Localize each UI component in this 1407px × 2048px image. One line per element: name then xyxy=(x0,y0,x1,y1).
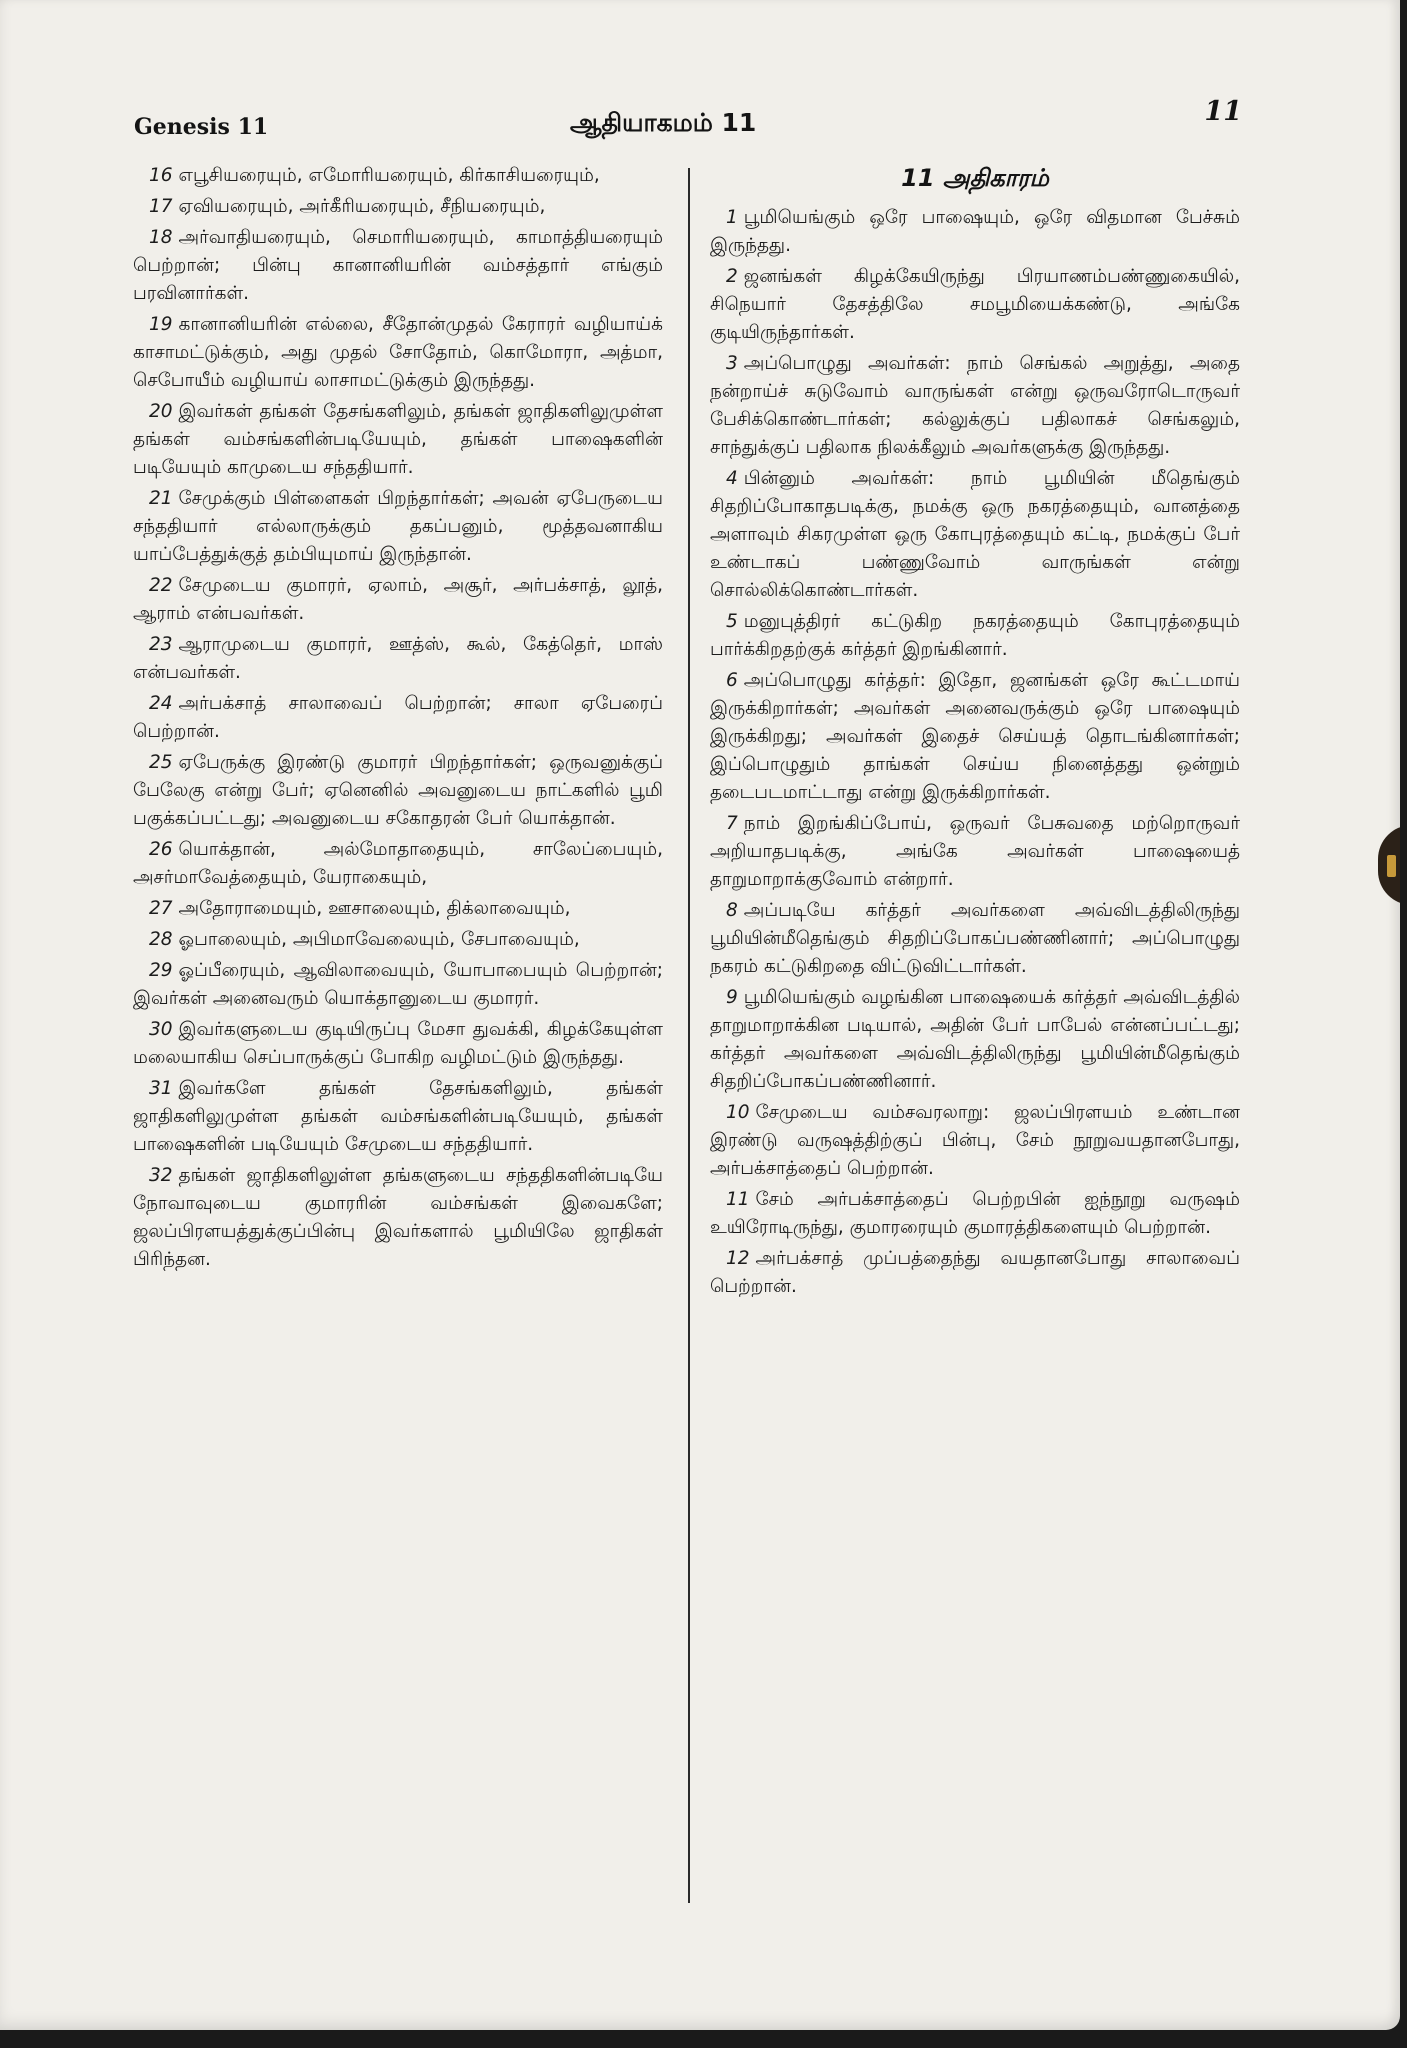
verse-text: பூமியெங்கும் வழங்கின பாஷையைக் கர்த்தர் அவ்விடத்தில் தாறுமாறாக்கின படியால், அதின் பேர் பாபேல் என்னப்பட்டது; கர்த்தர் அவர்களை அவ்விடத்திலிருந்து பூமியின்மீதெங்கும் சிதறிப்போகப்பண்ணினார். xyxy=(710,987,1240,1092)
right-column-verses xyxy=(710,204,1240,1301)
verse-text: பின்னும் அவர்கள்: நாம் பூமியின் மீதெங்கும் சிதறிப்போகாதபடிக்கு, நமக்கு ஒரு நகரத்தையும், வானத்தை அளாவும் சிகரமுள்ள ஒரு கோபுரத்தையும் கட்டி, நமக்குப் பேர் உண்டாகப் பண்ணுவோம் வாருங்கள் என்று சொல்லிக்கொண்டார்கள். xyxy=(710,468,1240,601)
verse-text: ஏபேருக்கு இரண்டு குமாரர் பிறந்தார்கள்; ஒருவனுக்குப் பேலேகு என்று பேர்; ஏனெனில் அவனுடைய நாட்களில் பூமி பகுக்கப்பட்டது; அவனுடைய சகோதரன் பேர் யொக்தான். xyxy=(133,752,663,829)
verse-number: 28 xyxy=(149,929,173,950)
verse-number: 32 xyxy=(149,1165,173,1186)
verse-text: ஓப்பீரையும், ஆவிலாவையும், யோபாபையும் பெற்றான்; இவர்கள் அனைவரும் யொக்தானுடைய குமாரர். xyxy=(133,960,663,1009)
verse xyxy=(710,608,1240,664)
verse-text: ஏவியரையும், அர்கீரியரையும், சீநியரையும், xyxy=(178,196,546,217)
verse-number: 2 xyxy=(726,266,738,287)
verse xyxy=(710,350,1240,462)
verse-text: அப்பொழுது கர்த்தர்: இதோ, ஜனங்கள் ஒரே கூட்டமாய் இருக்கிறார்கள்; அவர்கள் அனைவருக்கும் ஒரே பாஷையும் இருக்கிறது; அவர்கள் இதைச் செய்யத் தொடங்கினார்கள்; இப்பொழுதும் தாங்கள் செய்ய நினைத்தது ஒன்றும் தடைபடமாட்டாது என்று இருக்கிறார்கள். xyxy=(710,670,1240,803)
verse-number: 11 xyxy=(726,1189,750,1210)
verse xyxy=(133,749,663,833)
verse-number: 18 xyxy=(149,227,173,248)
page-header xyxy=(130,96,1250,156)
verse xyxy=(133,926,663,954)
verse-text: மனுபுத்திரர் கட்டுகிற நகரத்தையும் கோபுரத்தையும் பார்க்கிறதற்குக் கர்த்தர் இறங்கினார். xyxy=(710,611,1240,660)
verse-text: இவர்களே தங்கள் தேசங்களிலும், தங்கள் ஜாதிகளிலுமுள்ள தங்கள் வம்சங்களின்படியேயும், தங்கள் பாஷைகளின் படியேயும் சேமுடைய சந்ததியார். xyxy=(133,1078,663,1155)
column-divider xyxy=(688,168,690,1903)
chapter-title: 11 அதிகாரம் xyxy=(901,164,1049,192)
verse-text: இவர்கள் தங்கள் தேசங்களிலும், தங்கள் ஜாதிகளிலுமுள்ள தங்கள் வம்சங்களின்படியேயும், தங்கள் பாஷைகளின் படியேயும் காமுடைய சந்ததியார். xyxy=(133,401,663,478)
verse xyxy=(710,897,1240,981)
verse xyxy=(133,311,663,395)
verse xyxy=(133,1162,663,1274)
verse xyxy=(710,1245,1240,1301)
verse xyxy=(133,836,663,892)
verse-number: 16 xyxy=(149,165,173,186)
verse xyxy=(710,1186,1240,1242)
verse-text: அதோராமையும், ஊசாலையும், திக்லாவையும், xyxy=(178,898,571,919)
verse xyxy=(133,631,663,687)
verse-text: நாம் இறங்கிப்போய், ஒருவர் பேசுவதை மற்றொருவர் அறியாதபடிக்கு, அங்கே அவர்கள் பாஷையைத் தாறுமாறாக்குவோம் என்றார். xyxy=(710,813,1240,890)
verse-text: எபூசியரையும், எமோரியரையும், கிர்காசியரையும், xyxy=(178,165,600,186)
verse xyxy=(710,204,1240,260)
verse xyxy=(710,465,1240,605)
right-column xyxy=(710,162,1240,1304)
verse-text: ஆராமுடைய குமாரர், ஊத்ஸ், கூல், கேத்தெர், மாஸ் என்பவர்கள். xyxy=(133,634,663,683)
verse-number: 26 xyxy=(149,839,173,860)
verse-text: ஓபாலையும், அபிமாவேலையும், சேபாவையும், xyxy=(178,929,580,950)
header-book-tamil: ஆதியாகமம் 11 xyxy=(570,108,757,137)
verse-number: 30 xyxy=(149,1019,173,1040)
verse-text: சேமுடைய குமாரர், ஏலாம், அசூர், அர்பக்சாத், லூத், ஆராம் என்பவர்கள். xyxy=(133,575,663,624)
verse xyxy=(133,398,663,482)
verse-number: 20 xyxy=(149,401,173,422)
verse-text: இவர்களுடைய குடியிருப்பு மேசா துவக்கி, கிழக்கேயுள்ள மலையாகிய செப்பாருக்குப் போகிற வழிமட்டும் இருந்தது. xyxy=(133,1019,663,1068)
verse xyxy=(710,667,1240,807)
left-column xyxy=(133,162,663,1277)
verse-number: 19 xyxy=(149,314,173,335)
verse-text: ஜனங்கள் கிழக்கேயிருந்து பிரயாணம்பண்ணுகையில், சிநெயார் தேசத்திலே சமபூமியைக்கண்டு, அங்கே குடியிருந்தார்கள். xyxy=(710,266,1240,343)
verse xyxy=(133,485,663,569)
verse-number: 12 xyxy=(726,1248,750,1269)
verse-text: பூமியெங்கும் ஒரே பாஷையும், ஒரே விதமான பேச்சும் இருந்தது. xyxy=(710,207,1240,256)
verse xyxy=(710,1099,1240,1183)
verse xyxy=(710,263,1240,347)
verse-number: 10 xyxy=(726,1102,750,1123)
verse xyxy=(710,810,1240,894)
verse-number: 27 xyxy=(149,898,173,919)
page-edge-tab-mark xyxy=(1387,855,1396,877)
verse xyxy=(133,1075,663,1159)
verse-text: தங்கள் ஜாதிகளிலுள்ள தங்களுடைய சந்ததிகளின்படியே நோவாவுடைய குமாரரின் வம்சங்கள் இவைகளே; ஜலப்பிரளயத்துக்குப்பின்பு இவர்களால் பூமியிலே ஜாதிகள் பிரிந்தன. xyxy=(133,1165,663,1270)
verse-text: யொக்தான், அல்மோதாதையும், சாலேப்பையும், அசர்மாவேத்தையும், யேராகையும், xyxy=(133,839,663,888)
verse-text: அப்பொழுது அவர்கள்: நாம் செங்கல் அறுத்து, அதை நன்றாய்ச் சுடுவோம் வாருங்கள் என்று ஒருவரோடொருவர் பேசிக்கொண்டார்கள்; கல்லுக்குப் பதிலாகச் செங்கலும், சாந்துக்குப் பதிலாக நிலக்கீலும் அவர்களுக்கு இருந்தது. xyxy=(710,353,1240,458)
verse xyxy=(133,224,663,308)
verse xyxy=(133,193,663,221)
verse-number: 24 xyxy=(149,693,173,714)
verse-number: 31 xyxy=(149,1078,173,1099)
verse-text: சேமுக்கும் பிள்ளைகள் பிறந்தார்கள்; அவன் ஏபேருடைய சந்ததியார் எல்லாருக்கும் தகப்பனும், மூத்தவனாகிய யாப்பேத்துக்குத் தம்பியுமாய் இருந்தான். xyxy=(133,488,663,565)
verse xyxy=(133,895,663,923)
verse xyxy=(133,690,663,746)
verse xyxy=(133,162,663,190)
verse-number: 8 xyxy=(726,900,738,921)
verse-number: 21 xyxy=(149,488,173,509)
verse-text: அப்படியே கர்த்தர் அவர்களை அவ்விடத்திலிருந்து பூமியின்மீதெங்கும் சிதறிப்போகப்பண்ணினார்; அப்பொழுது நகரம் கட்டுகிறதை விட்டுவிட்டார்கள். xyxy=(710,900,1240,977)
verse-number: 3 xyxy=(726,353,738,374)
header-book-english: Genesis 11 xyxy=(134,114,269,140)
verse xyxy=(133,572,663,628)
verse-number: 7 xyxy=(726,813,738,834)
verse-number: 23 xyxy=(149,634,173,655)
verse xyxy=(133,957,663,1013)
verse-number: 22 xyxy=(149,575,173,596)
verse xyxy=(133,1016,663,1072)
verse-number: 6 xyxy=(726,670,738,691)
verse-text: சேம் அர்பக்சாத்தைப் பெற்றபின் ஐந்நூறு வருஷம் உயிரோடிருந்து, குமாரரையும் குமாரத்திகளையும் பெற்றான். xyxy=(710,1189,1240,1238)
verse-number: 25 xyxy=(149,752,173,773)
verse-number: 5 xyxy=(726,611,738,632)
verse-number: 17 xyxy=(149,196,173,217)
verse-text: சேமுடைய வம்சவரலாறு: ஜலப்பிரளயம் உண்டான இரண்டு வருஷத்திற்குப் பின்பு, சேம் நூறுவயதானபோது, அர்பக்சாத்தைப் பெற்றான். xyxy=(710,1102,1240,1179)
header-chapter-number: 11 xyxy=(1204,96,1242,127)
verse-text: கானானியரின் எல்லை, சீதோன்முதல் கேராரர் வழியாய்க் காசாமட்டுக்கும், அது முதல் சோதோம், கொமோரா, அத்மா, செபோயீம் வழியாய் லாசாமட்டுக்கும் இருந்தது. xyxy=(133,314,663,391)
verse-number: 1 xyxy=(726,207,738,228)
verse-number: 4 xyxy=(726,468,738,489)
verse-text: அர்பக்சாத் சாலாவைப் பெற்றான்; சாலா ஏபேரைப் பெற்றான். xyxy=(133,693,663,742)
verse-text: அர்வாதியரையும், செமாரியரையும், காமாத்தியரையும் பெற்றான்; பின்பு கானானியரின் வம்சத்தார் எங்கும் பரவினார்கள். xyxy=(133,227,663,304)
verse-number: 9 xyxy=(726,987,738,1008)
verse-text: அர்பக்சாத் முப்பத்தைந்து வயதானபோது சாலாவைப் பெற்றான். xyxy=(710,1248,1240,1297)
verse xyxy=(710,984,1240,1096)
verse-number: 29 xyxy=(149,960,173,981)
